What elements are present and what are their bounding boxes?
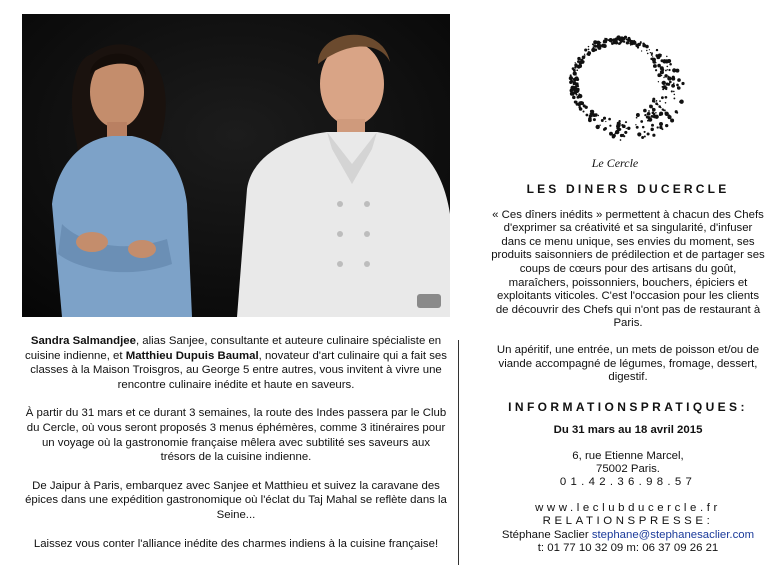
contact-phones: t: 01 77 10 32 09 m: 06 37 09 26 21 <box>537 542 719 555</box>
brand-name: Le Cercle <box>591 156 639 170</box>
contact-email-link[interactable]: stephane@stephanesaclier.com <box>591 528 755 541</box>
menu-description: Un apéritif, une entrée, un mets de poisson et/ou de viande accompagné de légumes, fromage, dessert, digestif. <box>496 343 760 384</box>
paragraph-route: À partir du 31 mars et ce durant 3 semaines, la route des Indes passera par le Club du Cercle, où vous seront proposés 3 menus éphémères, comme 3 itinéraires pour un voyage où la gastronomie française mêlera avec subtilité ses saveurs aux trésors de la cuisine indienne. <box>25 407 447 464</box>
dotted-circle-logo-icon <box>548 20 688 150</box>
info-column <box>490 180 766 556</box>
diners-heading: LES DINERS DUCERCLE <box>526 182 730 196</box>
phone-number: 01.42.36.98.57 <box>559 475 697 488</box>
paragraph-intro <box>24 334 448 392</box>
press-relations-heading: RELATIONSPRESSE: <box>542 515 714 528</box>
chef-name-matthieu: Matthieu Dupuis Baumal <box>125 349 259 362</box>
chefs-photo <box>22 14 450 317</box>
diners-description: « Ces dîners inédits » permettent à chacun des Chefs d'exprimer sa créativité et sa singularité, d'infuser dans ce menu unique, ses envies du moment, ses produits saisonniers de prédilection et de partager ses coups de cœurs pour des artisans du goût, maraîchers, poissonniers, bouchers, épiciers et exploitants viticoles. C'est l'occasion pour les clients de découvrir des Chefs qui n'ont pas de restaurant à Paris. <box>491 208 765 330</box>
press-contact <box>490 529 766 543</box>
address-city: 75002 Paris. <box>596 462 660 475</box>
column-divider <box>458 340 459 565</box>
article-text <box>24 334 448 565</box>
chefs-photo-illustration <box>22 14 450 317</box>
contact-name: Stéphane Saclier <box>501 528 592 541</box>
intro-text-1: , alias Sanjee, consultante et auteure culinaire spécialiste en cuisine indienne, et <box>25 335 442 362</box>
practical-info-heading: INFORMATIONSPRATIQUES: <box>508 399 748 414</box>
paragraph-jaipur: De Jaipur à Paris, embarquez avec Sanjee et Matthieu et suivez la caravane des épices dans une expédition gastronomique où l'éclat du Taj Mahal se reflète dans la Seine... <box>25 479 447 521</box>
address-street: 6, rue Etienne Marcel, <box>572 449 684 462</box>
intro-text-2: , novateur d'art culinaire qui a fait ses classes à la Maison Troisgros, au George 5 entre autres, vous invitent à vivre une rencontre culinaire inédite et haute en saveurs. <box>30 349 447 391</box>
website-link[interactable]: www.leclubducercle.fr <box>535 501 721 514</box>
chef-name-sandra: Sandra Salmandjee <box>30 335 136 347</box>
paragraph-closing: Laissez vous conter l'alliance inédite des charmes indiens à la cuisine française! <box>33 537 439 550</box>
event-dates: Du 31 mars au 18 avril 2015 <box>553 424 703 437</box>
